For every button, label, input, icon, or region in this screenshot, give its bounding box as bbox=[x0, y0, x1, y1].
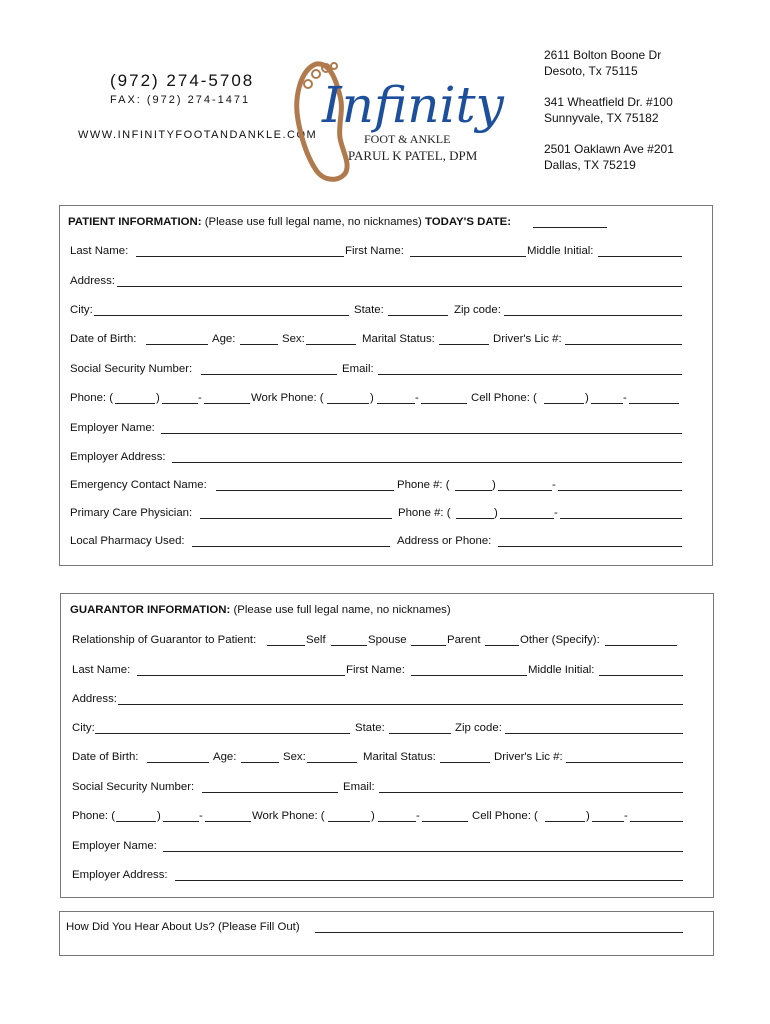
relationship-spouse-field[interactable] bbox=[331, 645, 367, 646]
field-label: Phone: ( bbox=[70, 392, 114, 404]
form-row bbox=[61, 838, 713, 854]
guarantor-section bbox=[60, 593, 714, 898]
field-label: Email: bbox=[343, 781, 375, 793]
field-label: First Name: bbox=[346, 664, 405, 676]
form-row bbox=[61, 867, 713, 883]
field-label: Social Security Number: bbox=[72, 781, 195, 793]
guarantor-employer-name-field[interactable] bbox=[163, 851, 683, 852]
pcp-phone-prefix-field[interactable] bbox=[500, 518, 554, 519]
field-label: Cell Phone: ( bbox=[471, 392, 537, 404]
form-row bbox=[60, 243, 712, 259]
form-row bbox=[61, 720, 713, 736]
form-row bbox=[61, 779, 713, 795]
field-label: Employer Address: bbox=[70, 451, 166, 463]
guarantor-city-field[interactable] bbox=[95, 733, 350, 734]
field-label: Employer Address: bbox=[72, 869, 168, 881]
field-label: State: bbox=[355, 722, 385, 734]
patient-city-field[interactable] bbox=[94, 315, 349, 316]
field-label: Work Phone: ( bbox=[252, 810, 325, 822]
office-phone: (972) 274-5708 bbox=[110, 71, 255, 90]
guarantor-employer-address-field[interactable] bbox=[175, 880, 683, 881]
guarantor-first-name-field[interactable] bbox=[411, 675, 527, 676]
field-label: Last Name: bbox=[70, 245, 129, 257]
relationship-parent-field[interactable] bbox=[411, 645, 446, 646]
emergency-phone-area-field[interactable] bbox=[455, 490, 492, 491]
address-block-3: 2501 Oaklawn Ave #201 Dallas, TX 75219 bbox=[544, 142, 674, 172]
form-row bbox=[61, 749, 713, 765]
field-label: - bbox=[198, 392, 202, 404]
field-label: ) bbox=[370, 392, 374, 404]
pcp-phone-line-field[interactable] bbox=[560, 518, 682, 519]
field-label: Age: bbox=[212, 333, 236, 345]
guarantor-address-field[interactable] bbox=[118, 704, 683, 705]
field-label: Last Name: bbox=[72, 664, 131, 676]
office-fax: FAX: (972) 274-1471 bbox=[110, 94, 251, 106]
relationship-self-field[interactable] bbox=[267, 645, 305, 646]
field-label: Work Phone: ( bbox=[251, 392, 324, 404]
field-label: GUARANTOR INFORMATION: (Please use full legal name, no nicknames) bbox=[70, 604, 451, 616]
form-row bbox=[60, 505, 712, 521]
guarantor-age-field[interactable] bbox=[241, 762, 279, 763]
field-label: Primary Care Physician: bbox=[70, 507, 193, 519]
guarantor-drivers-lic-field[interactable] bbox=[566, 762, 683, 763]
field-label: Marital Status: bbox=[362, 333, 435, 345]
patient-email-field[interactable] bbox=[378, 374, 682, 375]
guarantor-email-field[interactable] bbox=[379, 792, 683, 793]
patient-phone-line-field[interactable] bbox=[204, 403, 250, 404]
field-label: Email: bbox=[342, 363, 374, 375]
form-row bbox=[60, 919, 713, 935]
guarantor-phone-line-field[interactable] bbox=[205, 821, 251, 822]
field-label: Address: bbox=[70, 275, 115, 287]
patient-marital-field[interactable] bbox=[439, 344, 489, 345]
guarantor-middle-initial-field[interactable] bbox=[599, 675, 683, 676]
field-label: Zip code: bbox=[454, 304, 501, 316]
patient-state-field[interactable] bbox=[388, 315, 448, 316]
form-row bbox=[60, 533, 712, 549]
guarantor-dob-field[interactable] bbox=[147, 762, 209, 763]
guarantor-title-row bbox=[61, 602, 713, 618]
field-label: Parent bbox=[447, 634, 481, 646]
practice-logo bbox=[286, 50, 506, 190]
patient-address-field[interactable] bbox=[117, 286, 682, 287]
field-label: Spouse bbox=[368, 634, 407, 646]
field-label: Self bbox=[306, 634, 326, 646]
field-label: City: bbox=[70, 304, 93, 316]
field-label: Middle Initial: bbox=[527, 245, 594, 257]
form-row bbox=[60, 449, 712, 465]
pharmacy-field[interactable] bbox=[192, 546, 390, 547]
guarantor-sex-field[interactable] bbox=[307, 762, 357, 763]
patient-section bbox=[59, 205, 713, 566]
field-label: ) bbox=[157, 810, 161, 822]
guarantor-ssn-field[interactable] bbox=[202, 792, 338, 793]
patient-age-field[interactable] bbox=[240, 344, 278, 345]
patient-middle-initial-field[interactable] bbox=[598, 256, 682, 257]
patient-title-row bbox=[60, 214, 712, 230]
field-label: Employer Name: bbox=[72, 840, 157, 852]
field-label: ) bbox=[585, 392, 589, 404]
field-label: Phone #: ( bbox=[398, 507, 451, 519]
relationship-other-field[interactable] bbox=[485, 645, 519, 646]
address-block-1: 2611 Bolton Boone Dr Desoto, Tx 75115 bbox=[544, 48, 662, 78]
field-label: ) bbox=[492, 479, 496, 491]
field-label: ) bbox=[156, 392, 160, 404]
patient-work-prefix-field[interactable] bbox=[377, 403, 415, 404]
field-label: Zip code: bbox=[455, 722, 502, 734]
patient-ssn-field[interactable] bbox=[201, 374, 337, 375]
form-row bbox=[60, 361, 712, 377]
referral-section bbox=[59, 911, 714, 956]
field-label: Middle Initial: bbox=[528, 664, 595, 676]
guarantor-phone-area-field[interactable] bbox=[116, 821, 156, 822]
guarantor-cell-prefix-field[interactable] bbox=[592, 821, 624, 822]
field-label: - bbox=[624, 810, 628, 822]
emergency-contact-field[interactable] bbox=[216, 490, 394, 491]
field-label: Age: bbox=[213, 751, 237, 763]
field-label: Phone: ( bbox=[72, 810, 116, 822]
field-label: State: bbox=[354, 304, 384, 316]
patient-last-name-field[interactable] bbox=[136, 256, 344, 257]
guarantor-cell-line-field[interactable] bbox=[630, 821, 683, 822]
field-label: Address or Phone: bbox=[397, 535, 492, 547]
form-row bbox=[61, 632, 713, 648]
patient-dob-field[interactable] bbox=[146, 344, 208, 345]
form-row bbox=[61, 691, 713, 707]
patient-first-name-field[interactable] bbox=[410, 256, 526, 257]
field-label: Local Pharmacy Used: bbox=[70, 535, 185, 547]
guarantor-last-name-field[interactable] bbox=[137, 675, 345, 676]
field-label: Date of Birth: bbox=[72, 751, 139, 763]
patient-employer-address-field[interactable] bbox=[172, 462, 682, 463]
guarantor-zip-field[interactable] bbox=[505, 733, 683, 734]
primary-care-physician-field[interactable] bbox=[200, 518, 392, 519]
guarantor-phone-prefix-field[interactable] bbox=[163, 821, 199, 822]
patient-employer-name-field[interactable] bbox=[161, 433, 682, 434]
form-row bbox=[60, 302, 712, 318]
patient-sex-field[interactable] bbox=[306, 344, 356, 345]
field-label: - bbox=[554, 507, 558, 519]
patient-zip-field[interactable] bbox=[504, 315, 682, 316]
pharmacy-address-field[interactable] bbox=[498, 546, 682, 547]
field-label: Employer Name: bbox=[70, 422, 155, 434]
field-label: - bbox=[199, 810, 203, 822]
logo-subtitle: FOOT & ANKLE bbox=[364, 132, 451, 146]
relationship-other-specify-field[interactable] bbox=[605, 645, 677, 646]
referral-question: How Did You Hear About Us? (Please Fill Out) bbox=[66, 921, 300, 933]
emergency-phone-prefix-field[interactable] bbox=[498, 490, 552, 491]
emergency-phone-line-field[interactable] bbox=[558, 490, 682, 491]
patient-phone-prefix-field[interactable] bbox=[162, 403, 198, 404]
field-label: - bbox=[552, 479, 556, 491]
patient-drivers-lic-field[interactable] bbox=[565, 344, 682, 345]
guarantor-work-line-field[interactable] bbox=[422, 821, 468, 822]
address-block-2: 341 Wheatfield Dr. #100 Sunnyvale, TX 75182 bbox=[544, 95, 673, 125]
logo-script-name: Infinity bbox=[322, 76, 504, 134]
field-label: PATIENT INFORMATION: (Please use full legal name, no nicknames) TODAY'S DATE: bbox=[68, 216, 512, 228]
guarantor-state-field[interactable] bbox=[389, 733, 451, 734]
guarantor-marital-field[interactable] bbox=[440, 762, 490, 763]
form-row bbox=[60, 390, 712, 406]
pcp-phone-area-field[interactable] bbox=[456, 518, 494, 519]
field-label: Sex: bbox=[282, 333, 305, 345]
patient-cell-line-field[interactable] bbox=[629, 403, 679, 404]
form-row bbox=[60, 331, 712, 347]
field-label: Emergency Contact Name: bbox=[70, 479, 207, 491]
form-row bbox=[61, 662, 713, 678]
referral-answer-field[interactable] bbox=[315, 932, 683, 933]
patient-cell-prefix-field[interactable] bbox=[591, 403, 623, 404]
patient-work-line-field[interactable] bbox=[421, 403, 467, 404]
field-label: Sex: bbox=[283, 751, 306, 763]
field-label: Address: bbox=[72, 693, 117, 705]
field-label: - bbox=[623, 392, 627, 404]
field-label: Driver's Lic #: bbox=[494, 751, 563, 763]
patient-phone-area-field[interactable] bbox=[115, 403, 155, 404]
field-label: ) bbox=[494, 507, 498, 519]
todays-date-field[interactable] bbox=[533, 227, 607, 228]
form-row bbox=[60, 273, 712, 289]
form-row bbox=[61, 808, 713, 824]
guarantor-work-area-field[interactable] bbox=[328, 821, 370, 822]
field-label: ) bbox=[371, 810, 375, 822]
guarantor-cell-area-field[interactable] bbox=[545, 821, 585, 822]
guarantor-work-prefix-field[interactable] bbox=[378, 821, 416, 822]
field-label: Date of Birth: bbox=[70, 333, 137, 345]
patient-cell-area-field[interactable] bbox=[544, 403, 584, 404]
field-label: Relationship of Guarantor to Patient: bbox=[72, 634, 257, 646]
form-row bbox=[60, 420, 712, 436]
form-row bbox=[60, 477, 712, 493]
field-label: Driver's Lic #: bbox=[493, 333, 562, 345]
logo-doctor: PARUL K PATEL, DPM bbox=[348, 148, 478, 163]
field-label: City: bbox=[72, 722, 95, 734]
field-label: ) bbox=[586, 810, 590, 822]
field-label: Phone #: ( bbox=[397, 479, 450, 491]
website-link[interactable]: WWW.INFINITYFOOTANDANKLE.COM bbox=[78, 129, 318, 141]
field-label: Marital Status: bbox=[363, 751, 436, 763]
field-label: Cell Phone: ( bbox=[472, 810, 538, 822]
field-label: - bbox=[416, 810, 420, 822]
field-label: - bbox=[415, 392, 419, 404]
field-label: Social Security Number: bbox=[70, 363, 193, 375]
field-label: First Name: bbox=[345, 245, 404, 257]
patient-work-area-field[interactable] bbox=[327, 403, 369, 404]
field-label: Other (Specify): bbox=[520, 634, 600, 646]
